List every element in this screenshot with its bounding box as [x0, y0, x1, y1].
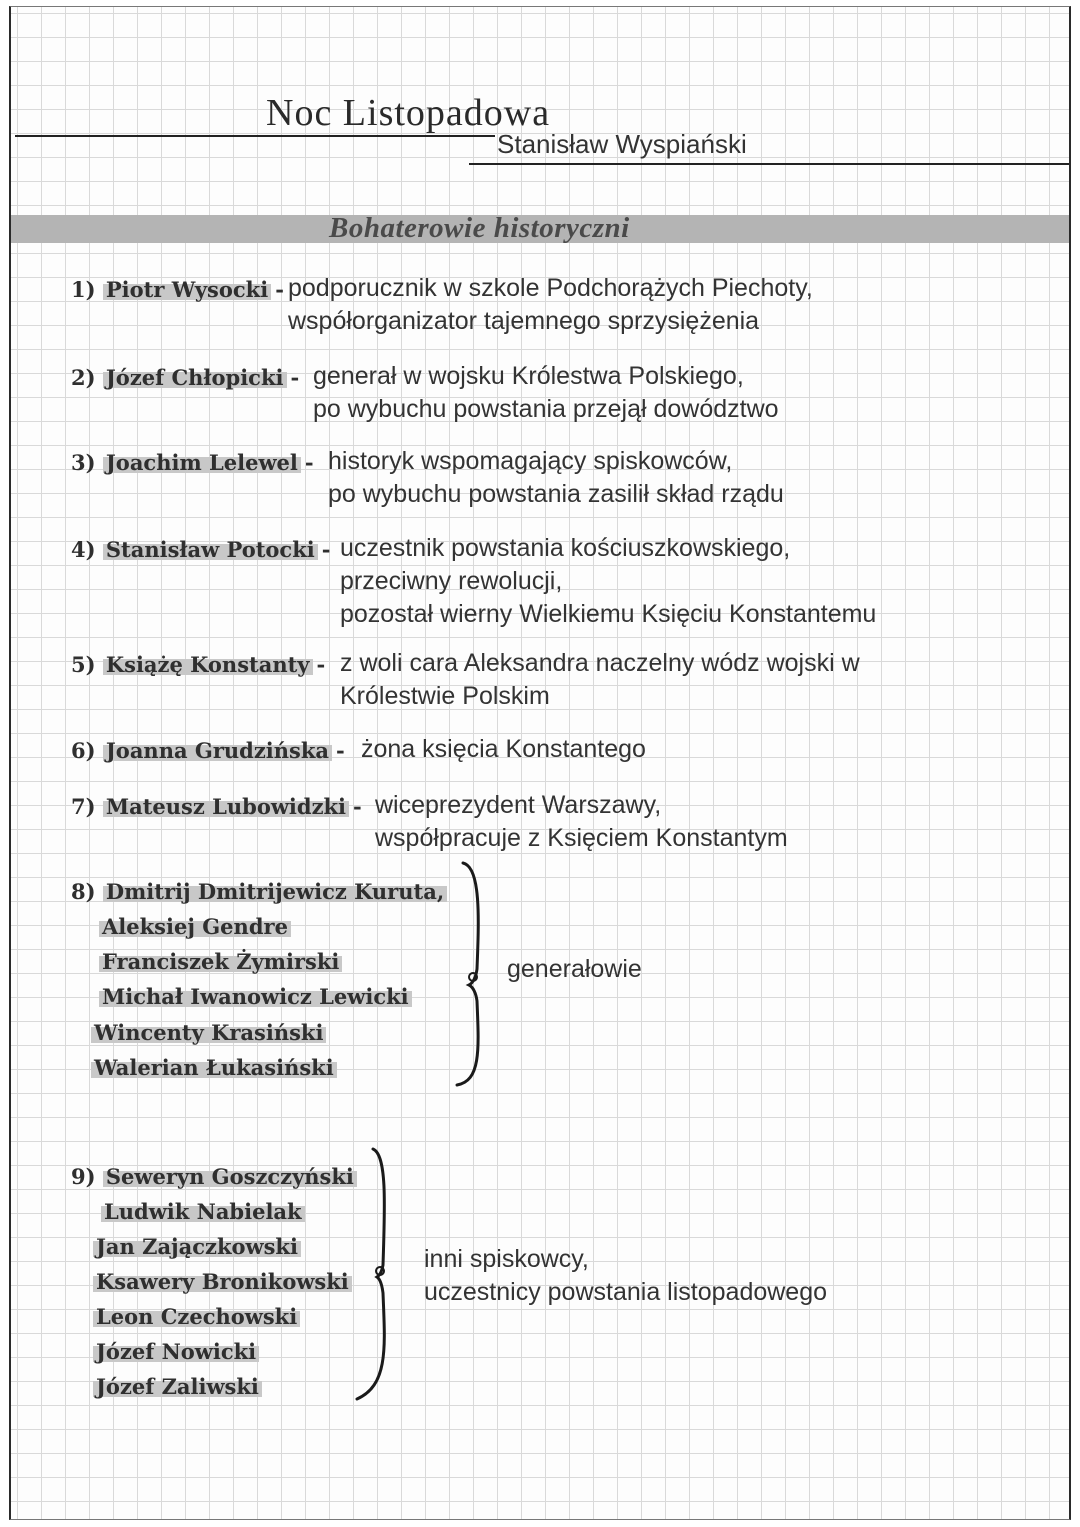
hero-name: Seweryn Goszczyński — [103, 1164, 357, 1189]
author-name: Stanisław Wyspiański — [497, 129, 747, 159]
generals-label: generałowie — [507, 955, 642, 983]
hero-name: Mateusz Lubowidzki — [103, 794, 349, 819]
hero-number: 3) — [71, 450, 96, 475]
hero-number: 7) — [71, 794, 96, 819]
generals-list — [71, 879, 471, 1079]
group-number: 8) — [71, 879, 96, 904]
group-number: 9) — [71, 1164, 96, 1189]
hero-name: Stanisław Potocki — [103, 537, 318, 562]
hero-name: Dmitrij Dmitrijewicz Kuruta, — [103, 879, 447, 904]
hero-name: Józef Nowicki — [93, 1339, 259, 1364]
hero-description: uczestnik powstania kościuszkowskiego, przeciwny rewolucji, pozostał wierny Wielkiemu Księciu Konstantemu — [340, 534, 877, 628]
hero-name: Józef Chłopicki — [103, 365, 287, 390]
hero-name: Wincenty Krasiński — [91, 1020, 326, 1045]
notebook-page: Noc Listopadowa Stanisław Wyspiański Bohaterowie historyczni 1) Piotr Wysocki - podporucznik w szkole Podchorążych Piechoty, współorganizator tajemnego sprzysiężenia 2) Józef Chłopicki - generał w wojsku Królestwa Polskiego, po wybuchu powstania przejął dowództwo 3) Joachim Lelewel - historyk wspomagający spiskowców, po wybuchu powstania zasilił skład rządu 4) Stanisław Potocki - uczestnik powstania kościuszkowskiego, przeciwny rewolucji, pozostał wierny Wielkiemu Księciu Konstantemu 5) Książę Konstanty - z woli cara Aleksandra naczelny wódz wojski w Królestwie Polskim 6) Joanna Grudzińska - żona księcia Konstantego 7) Mateusz Lubowidzki - wiceprezydent Warszawy, współpracuje z Księciem Konstantym 8) Dmitrij Dmitrijewicz Kuruta, Aleksiej Gendre Franciszek Żymirski Michał Iwanowicz Lewicki Wincenty Krasiński Walerian Łukasiński generałowie 9) Seweryn Goszczyński Ludwik Nabielak Jan Zajączkowski Ksawery Bronikowski Leon Czechowski Józef Nowicki Józef Zaliwski inni spiskowcy, uczestnicy powstania listopadowego — [9, 6, 1071, 1520]
hero-number: 2) — [71, 365, 96, 390]
conspirators-label: inni spiskowcy, uczestnicy powstania listopadowego — [424, 1245, 828, 1306]
hero-name: Józef Zaliwski — [93, 1374, 262, 1399]
hero-name: Joachim Lelewel — [103, 450, 301, 475]
hero-number: 1) — [71, 277, 96, 302]
hero-number: 5) — [71, 652, 96, 677]
page-title: Noc Listopadowa — [266, 92, 551, 134]
hero-name: Leon Czechowski — [93, 1304, 300, 1329]
conspirators-list — [71, 1164, 401, 1404]
hero-name: Aleksiej Gendre — [99, 914, 291, 939]
hero-number: 4) — [71, 537, 96, 562]
hero-name: Michał Iwanowicz Lewicki — [99, 984, 412, 1009]
hero-name: Piotr Wysocki — [103, 277, 271, 302]
hero-name: Franciszek Żymirski — [99, 949, 342, 974]
hero-description: żona księcia Konstantego — [361, 735, 646, 763]
hero-description: generał w wojsku Królestwa Polskiego, po wybuchu powstania przejął dowództwo — [313, 362, 779, 423]
hero-number: 6) — [71, 738, 96, 763]
author-underline — [469, 163, 1071, 165]
hero-description: podporucznik w szkole Podchorążych Piechoty, współorganizator tajemnego sprzysiężenia — [288, 274, 813, 335]
section-title: Bohaterowie historyczni — [329, 212, 630, 244]
hero-description: historyk wspomagający spiskowców, po wybuchu powstania zasilił skład rządu — [328, 447, 784, 508]
hero-name: Ksawery Bronikowski — [93, 1269, 352, 1294]
generals-brace — [451, 859, 491, 1089]
hero-name: Książę Konstanty — [103, 652, 313, 677]
hero-name: Ludwik Nabielak — [101, 1199, 305, 1224]
hero-description: wiceprezydent Warszawy, współpracuje z Księciem Konstantym — [375, 791, 788, 852]
hero-name: Jan Zajączkowski — [93, 1234, 301, 1259]
conspirators-brace — [353, 1145, 393, 1405]
title-underline — [15, 135, 495, 137]
hero-description: z woli cara Aleksandra naczelny wódz wojski w Królestwie Polskim — [340, 649, 860, 710]
hero-name: Walerian Łukasiński — [91, 1055, 337, 1080]
hero-name: Joanna Grudzińska — [103, 738, 332, 763]
